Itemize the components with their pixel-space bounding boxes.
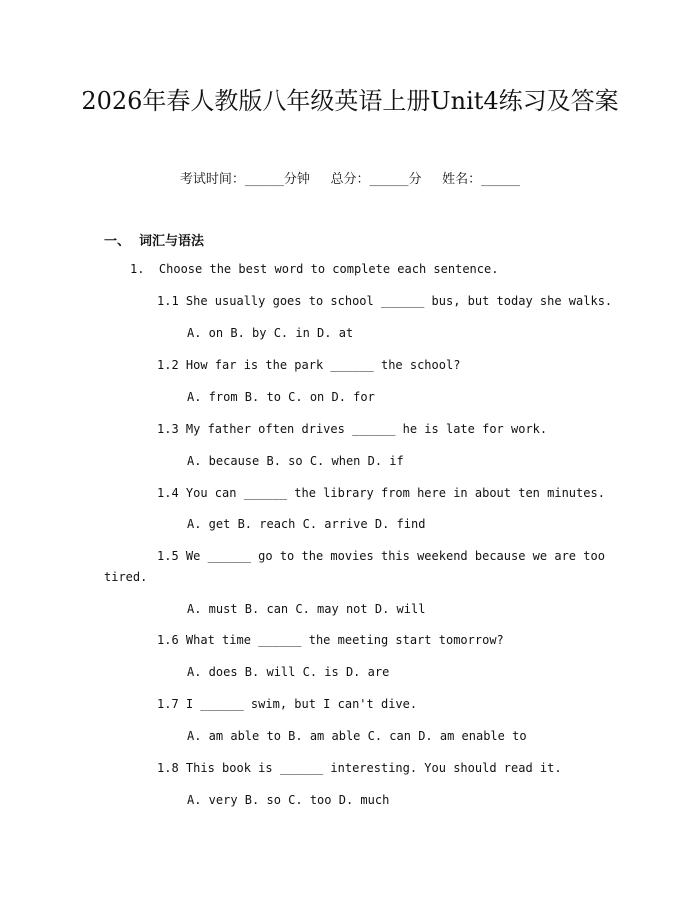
options-1-2: A. from B. to C. on D. for: [187, 390, 375, 404]
options-1-3: A. because B. so C. when D. if: [187, 454, 404, 468]
question-1-2: 1.2 How far is the park ______ the school?: [157, 358, 461, 372]
question-1-5-continuation: tired.: [104, 570, 148, 584]
question-1-5: 1.5 We ______ go to the movies this weekend because we are too: [157, 549, 605, 563]
question-1-8: 1.8 This book is ______ interesting. You should read it.: [157, 761, 562, 775]
document-title: 2026年春人教版八年级英语上册Unit4练习及答案: [81, 87, 619, 115]
question-1-4: 1.4 You can ______ the library from here in about ten minutes.: [157, 486, 605, 500]
options-1-4: A. get B. reach C. arrive D. find: [187, 517, 426, 531]
section-instruction: 1. Choose the best word to complete each sentence.: [130, 262, 499, 276]
options-1-1: A. on B. by C. in D. at: [187, 326, 354, 340]
options-1-8: A. very B. so C. too D. much: [187, 793, 390, 807]
options-1-6: A. does B. will C. is D. are: [187, 665, 390, 679]
question-1-6: 1.6 What time ______ the meeting start tomorrow?: [157, 633, 504, 647]
options-1-5: A. must B. can C. may not D. will: [187, 602, 426, 616]
section-heading: 一、 词汇与语法: [104, 234, 205, 249]
question-1-1: 1.1 She usually goes to school ______ bus, but today she walks.: [157, 294, 613, 308]
options-1-7: A. am able to B. am able C. can D. am enable to: [187, 729, 527, 743]
exam-info-line: 考试时间：______分钟 总分：______分 姓名：______: [179, 172, 521, 187]
question-1-7: 1.7 I ______ swim, but I can't dive.: [157, 697, 418, 711]
question-1-3: 1.3 My father often drives ______ he is late for work.: [157, 422, 548, 436]
